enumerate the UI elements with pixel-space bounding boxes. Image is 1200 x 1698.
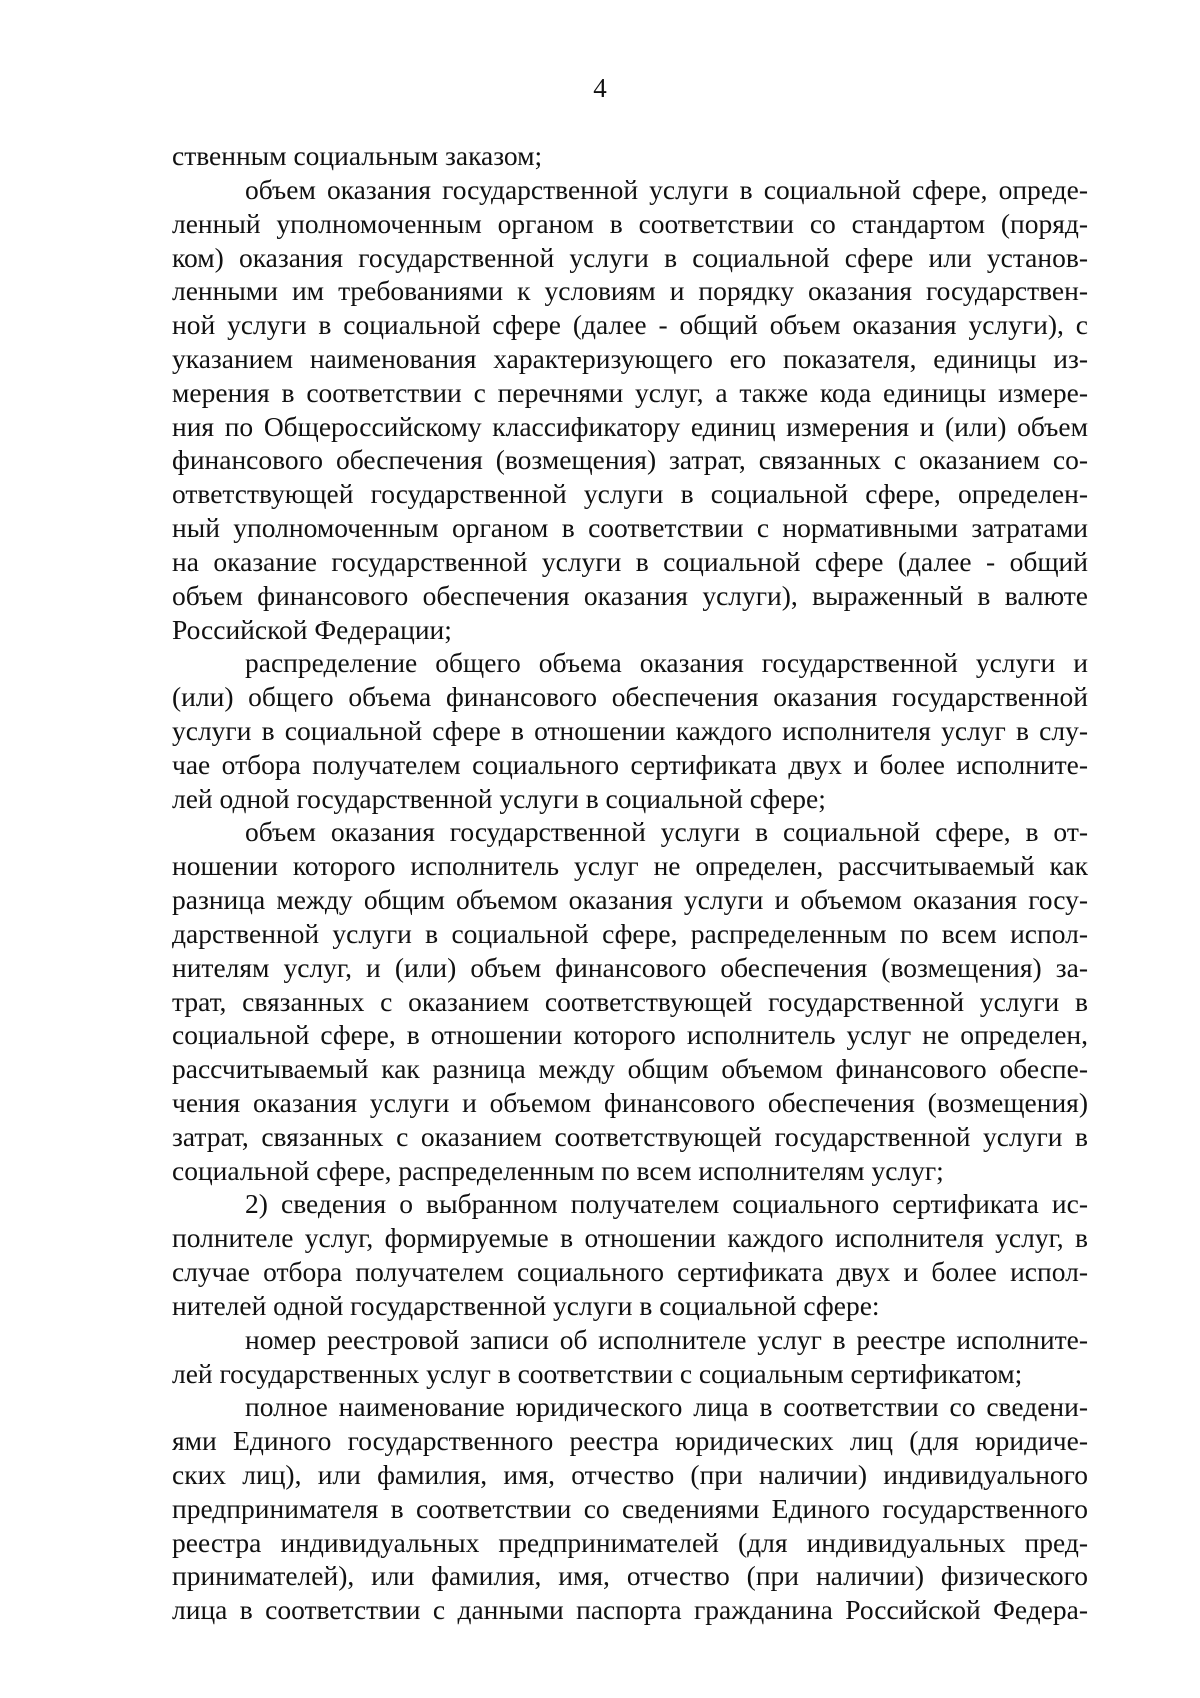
text-line: ношении которого исполнитель услуг не определен, рассчитываемый как — [172, 850, 1088, 882]
text-line: ный уполномоченным органом в соответствии с нормативными затратами — [172, 512, 1088, 543]
text-line: ями Единого государственного реестра юридических лиц (для юридиче- — [172, 1425, 1088, 1457]
text-line: нителей одной государственной услуги в социальной сфере: — [172, 1289, 880, 1321]
text-line: ленный уполномоченным органом в соответствии со стандартом (поряд- — [172, 207, 1088, 239]
text-line: Российской Федерации; — [172, 613, 452, 645]
text-line: принимателей), или фамилия, имя, отчество (при наличии) физического — [172, 1560, 1088, 1592]
text-line: лей одной государственной услуги в социальной сфере; — [172, 782, 826, 814]
text-line: объем финансового обеспечения оказания услуги), выраженный в валюте — [172, 579, 1088, 611]
text-line: чае отбора получателем социального сертификата двух и более исполните- — [172, 748, 1088, 780]
text-line: мерения в соответствии с перечнями услуг, а также кода единицы измере- — [172, 376, 1088, 408]
text-line: ответствующей государственной услуги в социальной сфере, определен- — [172, 478, 1088, 510]
text-line: распределение общего объема оказания государственной услуги и — [245, 647, 1088, 679]
text-line: дарственной услуги в социальной сфере, распределенным по всем испол- — [172, 917, 1088, 949]
text-line: финансового обеспечения (возмещения) затрат, связанных с оказанием со- — [172, 444, 1088, 476]
text-line: ния по Общероссийскому классификатору единиц измерения и (или) объем — [172, 410, 1088, 442]
text-line: объем оказания государственной услуги в социальной сфере, опреде- — [245, 173, 1088, 205]
text-line: полнителе услуг, формируемые в отношении каждого исполнителя услуг, в — [172, 1222, 1088, 1254]
text-line: номер реестровой записи об исполнителе услуг в реестре исполните- — [245, 1323, 1088, 1355]
text-line: реестра индивидуальных предпринимателей (для индивидуальных пред- — [172, 1526, 1088, 1558]
text-line: на оказание государственной услуги в социальной сфере (далее - общий — [172, 545, 1088, 577]
text-line: полное наименование юридического лица в соответствии со сведени- — [245, 1391, 1088, 1423]
text-line: затрат, связанных с оказанием соответствующей государственной услуги в — [172, 1120, 1088, 1152]
text-line: трат, связанных с оказанием соответствующей государственной услуги в — [172, 985, 1088, 1017]
page-number: 4 — [593, 73, 607, 103]
text-line: ственным социальным заказом; — [172, 140, 543, 171]
text-line: объем оказания государственной услуги в социальной сфере, в от- — [245, 816, 1088, 848]
text-line: (или) общего объема финансового обеспечения оказания государственной — [172, 681, 1088, 713]
text-line: разница между общим объемом оказания услуги и объемом оказания госу- — [172, 884, 1088, 915]
text-line: ной услуги в социальной сфере (далее - общий объем оказания услуги), с — [172, 309, 1088, 341]
text-line: 2) сведения о выбранном получателем социального сертификата ис- — [245, 1188, 1088, 1220]
text-line: случае отбора получателем социального сертификата двух и более испол- — [172, 1256, 1088, 1288]
text-line: ских лиц), или фамилия, имя, отчество (при наличии) индивидуального — [172, 1459, 1088, 1490]
text-line: лица в соответствии с данными паспорта гражданина Российской Федера- — [172, 1594, 1088, 1626]
text-line: нителям услуг, и (или) объем финансового обеспечения (возмещения) за- — [172, 951, 1088, 983]
text-line: услуги в социальной сфере в отношении каждого исполнителя услуг в слу- — [172, 714, 1088, 746]
text-line: ленными им требованиями к условиям и порядку оказания государствен- — [172, 275, 1088, 307]
text-line: ком) оказания государственной услуги в социальной сфере или установ- — [172, 241, 1088, 273]
text-line: предпринимателя в соответствии со сведениями Единого государственного — [172, 1492, 1088, 1524]
text-line: рассчитываемый как разница между общим объемом финансового обеспе- — [172, 1053, 1088, 1085]
text-line: лей государственных услуг в соответствии с социальным сертификатом; — [172, 1357, 1023, 1389]
text-line: указанием наименования характеризующего его показателя, единицы из- — [172, 342, 1088, 374]
text-line: социальной сфере, в отношении которого исполнитель услуг не определен, — [172, 1019, 1088, 1051]
text-line: социальной сфере, распределенным по всем исполнителям услуг; — [172, 1154, 944, 1186]
text-line: чения оказания услуги и объемом финансового обеспечения (возмещения) — [172, 1087, 1088, 1118]
